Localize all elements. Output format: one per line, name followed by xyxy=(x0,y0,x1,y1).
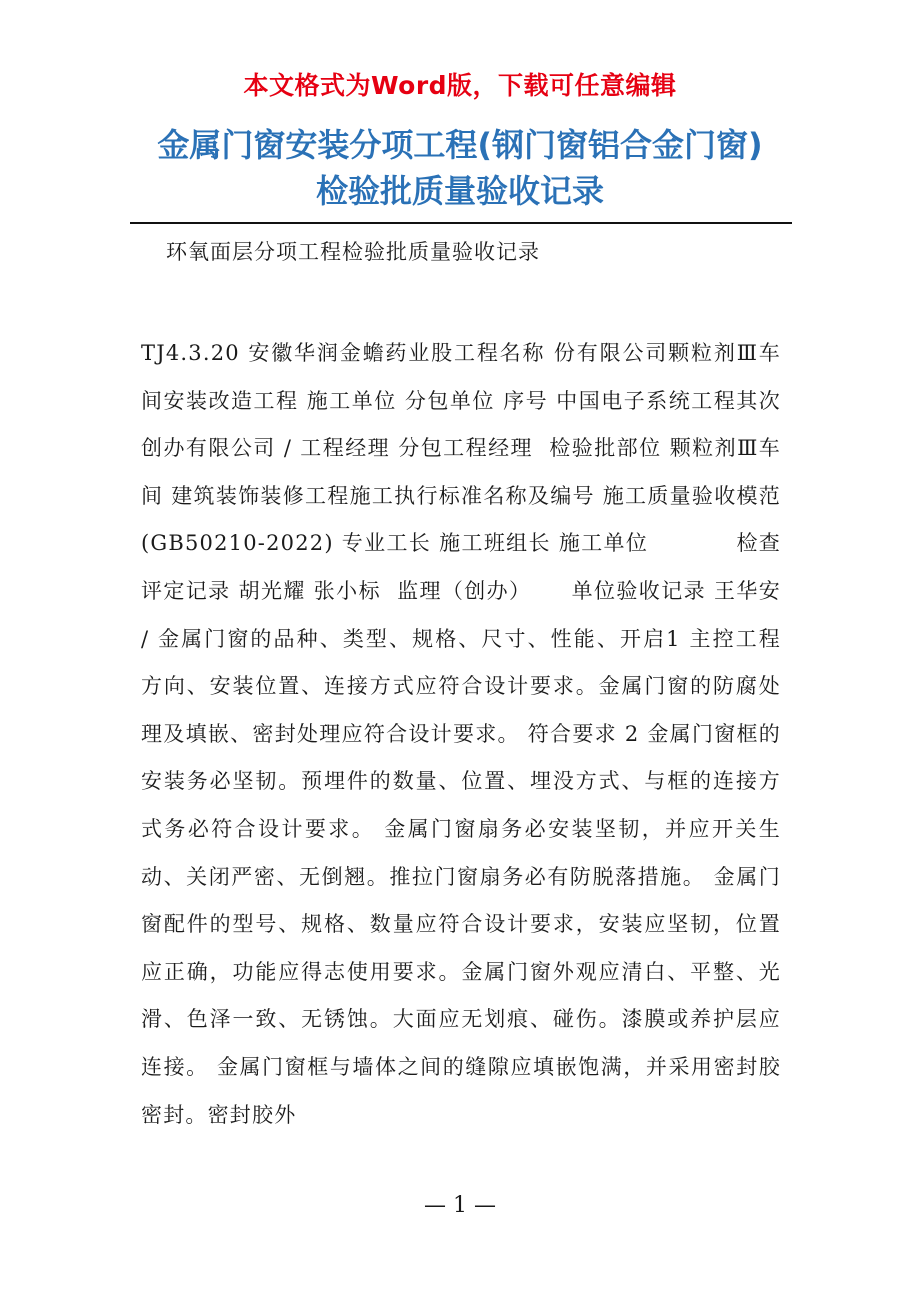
page-number: — 1 — xyxy=(424,1193,496,1218)
title-line-2: 检验批质量验收记录 xyxy=(315,172,604,210)
document-title xyxy=(40,122,880,214)
title-line-1: 金属门窗安装分项工程(钢门窗铝合金门窗) xyxy=(157,126,763,164)
title-divider xyxy=(130,222,792,224)
document-body: TJ4.3.20 安徽华润金蟾药业股工程名称 份有限公司颗粒剂Ⅲ车间安装改造工程 施工单位 分包单位 序号 中国电子系统工程其次创办有限公司 / 工程经理 分包工程经理 检验批部位 颗粒剂Ⅲ车间 建筑装饰装修工程施工执行标准名称及编号 施工质量验收模范(GB50210-2022) 专业工长 施工班组长 施工单位 检查评定记录 胡光耀 张小标 监理（创办） 单位验收记录 王华安 / 金属门窗的品种、类型、规格、尺寸、性能、开启1 主控工程 方向、安装位置、连接方式应符合设计要求。金属门窗的防腐处理及填嵌、密封处理应符合设计要求。 符合要求 2 金属门窗框的安装务必坚韧。预埋件的数量、位置、埋没方式、与框的连接方式务必符合设计要求。 金属门窗扇务必安装坚韧，并应开关生动、关闭严密、无倒翘。推拉门窗扇务必有防脱落措施。 金属门窗配件的型号、规格、数量应符合设计要求，安装应坚韧，位置应正确，功能应得志使用要求。金属门窗外观应清白、平整、光滑、色泽一致、无锈蚀。大面应无划痕、碰伤。漆膜或养护层应连接。 金属门窗框与墙体之间的缝隙应填嵌饱满，并采用密封胶密封。密封胶外 xyxy=(141,341,789,1127)
format-notice: 本文格式为Word版，下载可任意编辑 xyxy=(243,71,677,100)
document-subtitle: 环氧面层分项工程检验批质量验收记录 xyxy=(166,240,540,264)
